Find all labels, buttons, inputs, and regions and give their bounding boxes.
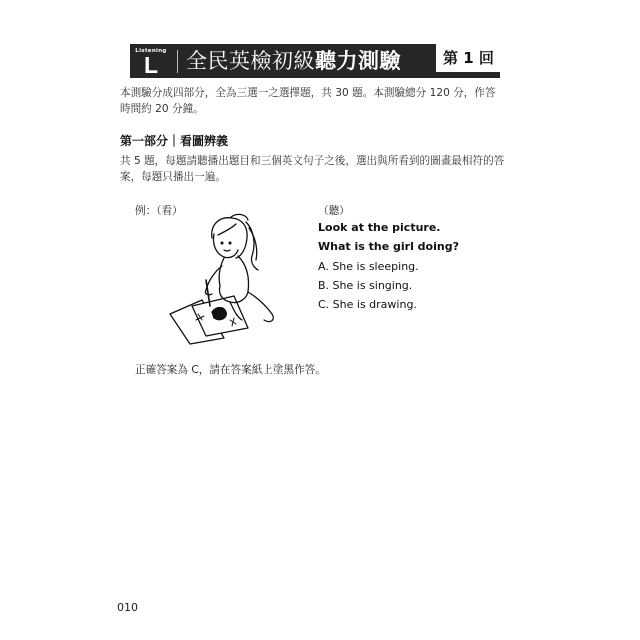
page-title — [186, 47, 401, 75]
badge-letter: L — [143, 52, 159, 78]
round-label: 第 1 回 — [443, 49, 494, 67]
girl-drawing-illustration — [162, 210, 282, 346]
listening-badge — [130, 44, 172, 78]
badge-divider — [177, 50, 178, 73]
page-number: 010 — [117, 601, 138, 614]
question-line-1: Look at the picture. — [318, 221, 441, 234]
answer-note: 正確答案為 C，請在答案紙上塗黑作答。 — [135, 364, 326, 376]
option-b: B. She is singing. — [318, 279, 413, 292]
title-bold: 聽力測驗 — [315, 49, 401, 73]
title-prefix: 全民英檢初級 — [186, 49, 315, 73]
badge-caption: Listening — [135, 48, 167, 54]
option-a: A. She is sleeping. — [318, 260, 419, 273]
question-line-2: What is the girl doing? — [318, 240, 459, 253]
part-instructions: 共 5 題，每題請聽播出題目和三個英文句子之後，選出與所看到的圖畫最相符的答案，每題只播出一遍。 — [120, 155, 505, 183]
part-heading: 第一部分｜看圖辨義 — [120, 134, 229, 148]
example-label: 例：（看） — [135, 205, 183, 217]
listen-label: （聽） — [318, 205, 350, 217]
intro-text: 本測驗分成四部分，全為三選一之選擇題，共 30 題。本測驗總分 120 分，作答時間約 20 分鐘。 — [120, 87, 496, 115]
option-c: C. She is drawing. — [318, 298, 417, 311]
